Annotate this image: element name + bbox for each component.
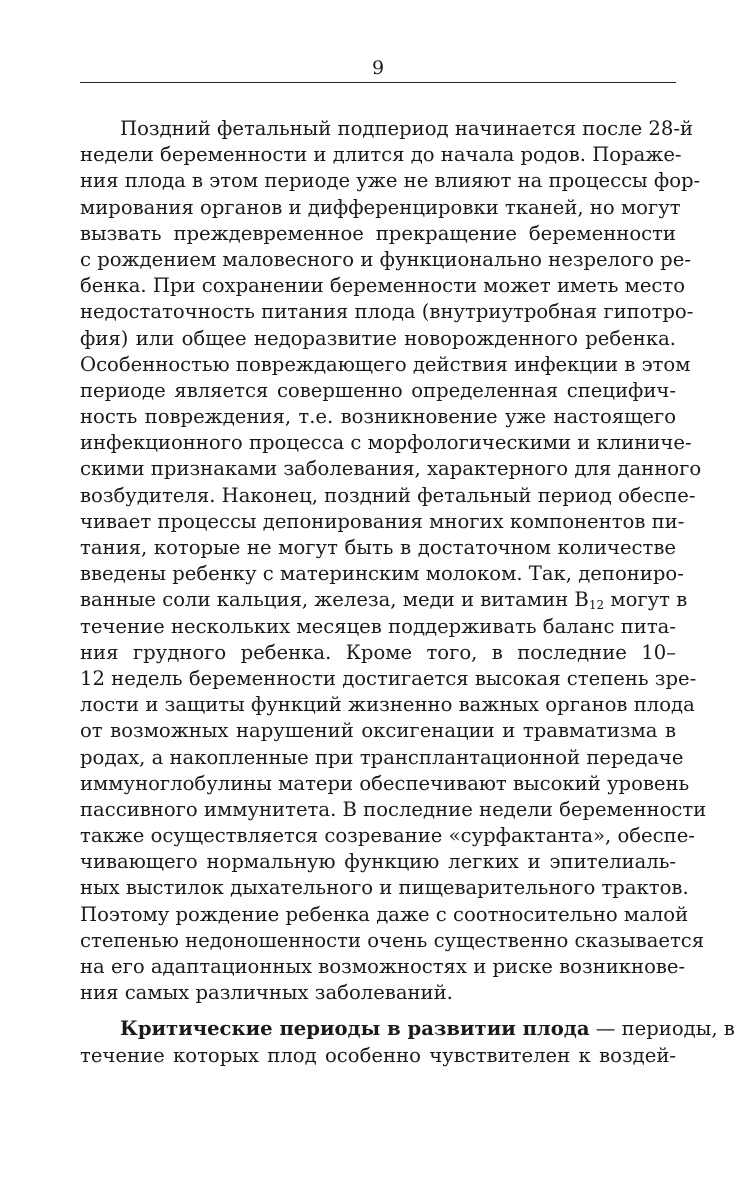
- text-line: ния самых различных заболеваний.: [80, 981, 453, 1005]
- text-line: вызвать преждевременное прекращение беременности: [80, 221, 676, 245]
- text-line: с рождением маловесного и функционально незрелого ре-: [80, 247, 691, 271]
- paragraph-2: [80, 1016, 735, 1068]
- text-line: ность повреждения, т.е. возникновение уже настоящего: [80, 405, 676, 429]
- text-line: недостаточность питания плода (внутриутробная гипотро-: [80, 300, 694, 324]
- text-line: лости и защиты функций жизненно важных органов плода: [80, 693, 695, 717]
- text-line: течение которых плод особенно чувствителен к воздей-: [80, 1043, 676, 1067]
- text-line: введены ребенку с материнским молоком. Так, депониро-: [80, 562, 684, 586]
- text-line: недели беременности и длится до начала родов. Пораже-: [80, 143, 682, 167]
- text-line: Поэтому рождение ребенка даже с соотносительно малой: [80, 902, 689, 926]
- text-line: ных выстилок дыхательного и пищеварительного трактов.: [80, 876, 689, 900]
- text-line: родах, а накопленные при трансплантационной передаче: [80, 745, 684, 769]
- line-part: — периоды, в: [589, 1017, 735, 1041]
- text-line: фия) или общее недоразвитие новорожденного ребенка.: [80, 326, 676, 350]
- text-line: Особенностью повреждающего действия инфекции в этом: [80, 352, 691, 376]
- text-line-with-term: [80, 1016, 735, 1042]
- header-rule: [80, 82, 676, 83]
- text-line: скими признаками заболевания, характерного для данного: [80, 457, 702, 481]
- paragraph-1: [80, 116, 707, 1006]
- text-line: течение нескольких месяцев поддерживать баланс пита-: [80, 614, 676, 638]
- text-line: чивает процессы депонирования многих компонентов пи-: [80, 509, 685, 533]
- line-part: могут в: [604, 588, 688, 612]
- text-line: периоде является совершенно определенная специфич-: [80, 378, 676, 402]
- text-line: ния грудного ребенка. Кроме того, в последние 10–: [80, 640, 676, 664]
- text-line: тания, которые не могут быть в достаточном количестве: [80, 536, 676, 559]
- text-line: степенью недоношенности очень существенно сказывается: [80, 928, 705, 952]
- text-line: мирования органов и дифференцировки тканей, но могут: [80, 195, 681, 219]
- line-part: ванные соли кальция, железа, меди и витамин B: [80, 588, 589, 612]
- text-line: инфекционного процесса с морфологическими и клиниче-: [80, 431, 692, 455]
- text-line: также осуществляется созревание «сурфактанта», обеспе-: [80, 824, 695, 848]
- text-line: иммуноглобулины матери обеспечивают высокий уровень: [80, 771, 690, 795]
- text-line: 12 недель беременности достигается высокая степень зре-: [80, 666, 697, 690]
- vitamin-subscript: 12: [588, 598, 605, 613]
- text-line: на его адаптационных возможностях и риске возникнове-: [80, 955, 686, 978]
- text-line: возбудителя. Наконец, поздний фетальный период обеспе-: [80, 483, 696, 507]
- paragraph-gap: [80, 1006, 676, 1016]
- bold-term: Критические периоды в развитии плода: [120, 1017, 590, 1041]
- text-line: Поздний фетальный подпериод начинается после 28-й: [120, 117, 694, 140]
- text-line: чивающего нормальную функцию легких и эпителиаль-: [80, 850, 676, 874]
- body-text: [80, 116, 735, 1069]
- text-line: ния плода в этом периоде уже не влияют на процессы фор-: [80, 169, 701, 193]
- text-line: бенка. При сохранении беременности может иметь место: [80, 274, 686, 298]
- page-number: 9: [371, 57, 385, 79]
- text-line-with-subscript: [80, 587, 688, 613]
- text-line: пассивного иммунитета. В последние недели беременности: [80, 797, 707, 821]
- text-line: от возможных нарушений оксигенации и травматизма в: [80, 719, 676, 743]
